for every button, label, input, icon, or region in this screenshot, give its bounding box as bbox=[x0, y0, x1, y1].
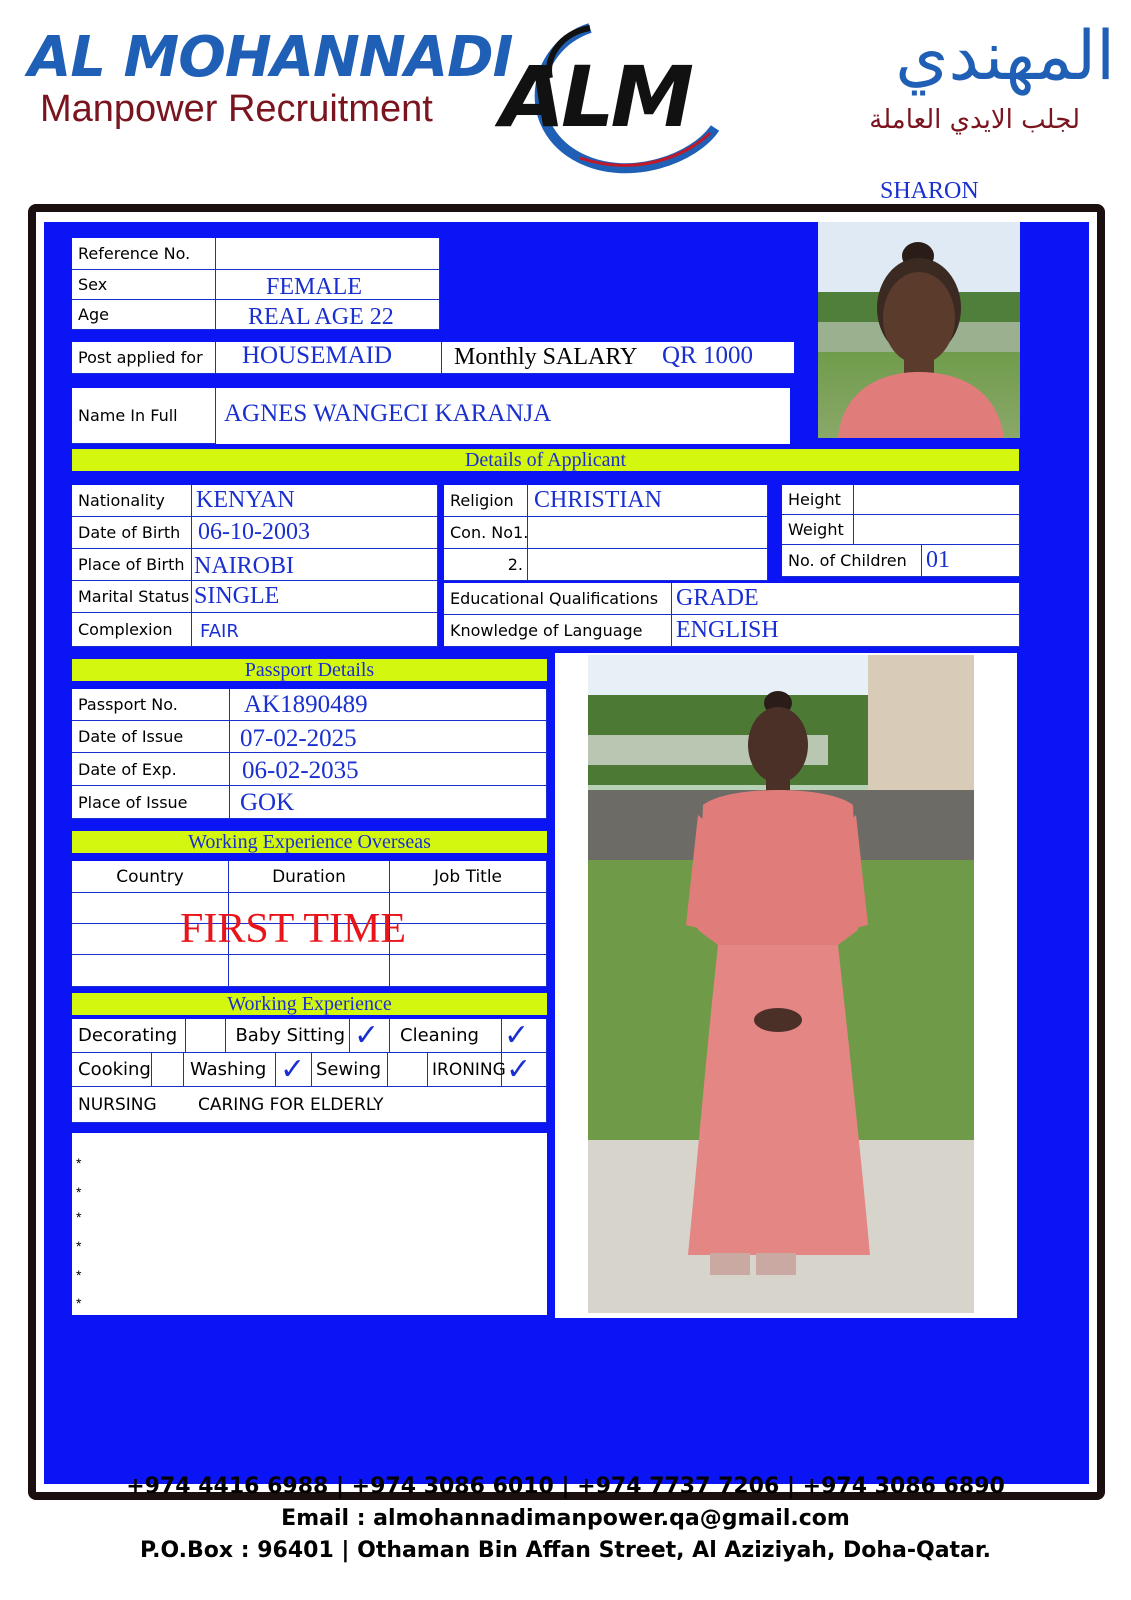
baby-sitting-check-icon: ✓ bbox=[354, 1018, 380, 1053]
skill-sewing: Sewing bbox=[312, 1053, 388, 1087]
name-value: AGNES WANGECI KARANJA bbox=[224, 400, 552, 427]
children-value: 01 bbox=[926, 547, 950, 573]
education-label: Educational Qualifications bbox=[444, 583, 672, 615]
footer-address: P.O.Box : 96401 | Othaman Bin Affan Street, Al Aziziyah, Doha-Qatar. bbox=[140, 1538, 991, 1563]
overseas-col-duration: Duration bbox=[229, 861, 390, 893]
brand-tagline-english: Manpower Recruitment bbox=[40, 88, 433, 130]
dob-value: 06-10-2003 bbox=[198, 519, 310, 545]
con1-label: Con. No1. bbox=[444, 517, 528, 549]
complexion-label: Complexion bbox=[72, 613, 192, 647]
age-label: Age bbox=[72, 300, 216, 330]
skill-washing: Washing bbox=[184, 1053, 276, 1087]
details-right-table bbox=[782, 485, 1020, 577]
overseas-col-job-title: Job Title bbox=[390, 861, 547, 893]
skill-nursing: NURSING bbox=[72, 1087, 192, 1123]
passport-no-value: AK1890489 bbox=[244, 691, 368, 718]
pob-label: Place of Birth bbox=[72, 549, 192, 581]
children-label: No. of Children bbox=[782, 545, 922, 577]
experience-table bbox=[72, 1019, 547, 1123]
weight-label: Weight bbox=[782, 515, 854, 545]
details-middle-table bbox=[444, 485, 768, 581]
full-name-row bbox=[72, 388, 790, 444]
reference-label: Reference No. bbox=[72, 238, 216, 270]
reference-value bbox=[216, 238, 440, 270]
religion-value: CHRISTIAN bbox=[534, 487, 663, 513]
personal-info-table bbox=[72, 238, 440, 330]
cleaning-check-icon: ✓ bbox=[504, 1018, 530, 1053]
passport-no-label: Passport No. bbox=[72, 689, 230, 721]
place-issue-value: GOK bbox=[240, 789, 295, 816]
brand-name-english: AL MOHANNADI bbox=[28, 25, 513, 90]
first-time-stamp: FIRST TIME bbox=[180, 906, 406, 952]
language-value: ENGLISH bbox=[676, 617, 779, 643]
issue-date-label: Date of Issue bbox=[72, 721, 230, 753]
brand-name-arabic: المهندي bbox=[895, 17, 1115, 96]
religion-label: Religion bbox=[444, 485, 528, 517]
skill-ironing: IRONING bbox=[428, 1053, 502, 1087]
issue-date-value: 07-02-2025 bbox=[240, 725, 357, 752]
experience-section-title: Working Experience bbox=[72, 993, 547, 1015]
sex-label: Sex bbox=[72, 270, 216, 300]
overseas-cell bbox=[390, 955, 547, 987]
complexion-value: FAIR bbox=[200, 621, 239, 642]
footer-phones: +974 4416 6988 | +974 3086 6010 | +974 7737 7206 | +974 3086 6890 bbox=[126, 1474, 1005, 1499]
nationality-label: Nationality bbox=[72, 485, 192, 517]
agent-name: SHARON bbox=[880, 178, 979, 204]
age-value: REAL AGE 22 bbox=[248, 304, 394, 330]
language-label: Knowledge of Language bbox=[444, 615, 672, 647]
height-label: Height bbox=[782, 485, 854, 515]
notes-box bbox=[72, 1133, 547, 1315]
note-bullet: * bbox=[76, 1267, 82, 1283]
skill-baby-sitting: Baby Sitting bbox=[226, 1019, 350, 1053]
note-bullet: * bbox=[76, 1209, 82, 1225]
overseas-cell bbox=[390, 893, 547, 924]
exp-date-value: 06-02-2035 bbox=[242, 757, 359, 784]
post-value: HOUSEMAID bbox=[242, 342, 392, 369]
passport-table bbox=[72, 689, 547, 819]
note-bullet: * bbox=[76, 1184, 82, 1200]
education-value: GRADE bbox=[676, 585, 759, 611]
skill-cooking: Cooking bbox=[72, 1053, 152, 1087]
note-bullet: * bbox=[76, 1238, 82, 1254]
note-bullet: * bbox=[76, 1295, 82, 1311]
education-language-table bbox=[444, 583, 1020, 647]
salary-value: QR 1000 bbox=[662, 342, 753, 369]
full-body-image bbox=[588, 655, 974, 1313]
overseas-col-country: Country bbox=[72, 861, 229, 893]
overseas-table bbox=[72, 861, 547, 987]
passport-section-title: Passport Details bbox=[72, 659, 547, 681]
marital-label: Marital Status bbox=[72, 581, 192, 613]
post-label: Post applied for bbox=[72, 342, 216, 374]
post-row bbox=[72, 342, 794, 374]
salary-label: Monthly SALARY bbox=[454, 344, 638, 370]
footer-email: Email : almohannadimanpower.qa@gmail.com bbox=[281, 1506, 850, 1531]
skill-decorating: Decorating bbox=[72, 1019, 186, 1053]
alm-logo-text: ALM bbox=[500, 48, 691, 146]
con2-label: 2. bbox=[444, 549, 528, 581]
height-cell bbox=[854, 485, 1020, 515]
con1-cell bbox=[528, 517, 768, 549]
details-left-table bbox=[72, 485, 438, 647]
place-issue-label: Place of Issue bbox=[72, 786, 230, 819]
exp-date-label: Date of Exp. bbox=[72, 753, 230, 786]
ironing-check-icon: ✓ bbox=[506, 1052, 532, 1087]
dob-label: Date of Birth bbox=[72, 517, 192, 549]
skill-decorating-check-cell bbox=[186, 1019, 226, 1053]
overseas-section-title: Working Experience Overseas bbox=[72, 831, 547, 853]
brand-tagline-arabic: لجلب الايدي العاملة bbox=[869, 105, 1080, 135]
pob-value: NAIROBI bbox=[194, 553, 294, 579]
con2-cell bbox=[528, 549, 768, 581]
overseas-cell bbox=[390, 924, 547, 955]
headshot-image bbox=[818, 222, 1020, 438]
nationality-value: KENYAN bbox=[196, 487, 295, 513]
skill-cooking-check-cell bbox=[152, 1053, 184, 1087]
overseas-cell bbox=[72, 955, 229, 987]
washing-check-icon: ✓ bbox=[280, 1052, 306, 1087]
skill-cleaning: Cleaning bbox=[390, 1019, 502, 1053]
overseas-cell bbox=[229, 955, 390, 987]
skill-caring-elderly: CARING FOR ELDERLY bbox=[192, 1087, 547, 1123]
weight-cell bbox=[854, 515, 1020, 545]
applicant-headshot-photo bbox=[818, 222, 1020, 438]
applicant-full-body-photo bbox=[588, 655, 974, 1313]
details-section-title: Details of Applicant bbox=[72, 449, 1019, 471]
skill-sewing-check-cell bbox=[388, 1053, 428, 1087]
marital-value: SINGLE bbox=[194, 583, 280, 609]
name-label: Name In Full bbox=[72, 388, 216, 444]
note-bullet: * bbox=[76, 1155, 82, 1171]
sex-value: FEMALE bbox=[266, 274, 362, 300]
